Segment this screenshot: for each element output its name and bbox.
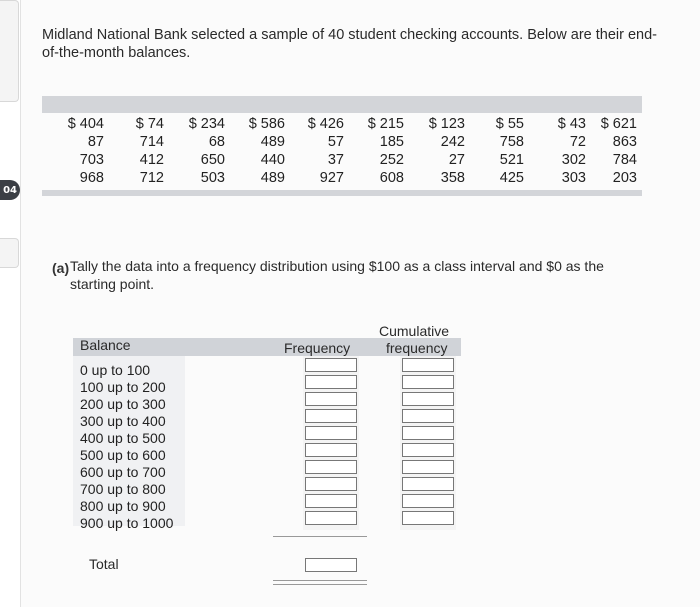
left-margin-tab-bottom (0, 238, 19, 268)
balance-value: 784 (612, 152, 637, 168)
total-label: Total (89, 556, 119, 572)
balance-value: $ 55 (495, 116, 524, 132)
balances-column (68, 115, 104, 187)
balance-value: 242 (440, 134, 465, 150)
frequency-input[interactable] (305, 392, 357, 406)
balance-value: 358 (440, 170, 465, 186)
balance-value: $ 43 (557, 116, 586, 132)
balance-value: 863 (612, 134, 637, 150)
cumulative-frequency-input[interactable] (402, 375, 454, 389)
balance-value: $ 404 (67, 116, 104, 132)
double-rule-bottom (273, 584, 367, 585)
balance-value: 650 (200, 152, 225, 168)
double-rule-top (273, 580, 367, 581)
frequency-input[interactable] (305, 375, 357, 389)
class-interval-label: 600 up to 700 (80, 464, 166, 480)
balance-value: $ 74 (135, 116, 164, 132)
class-interval-label: 900 up to 1000 (80, 515, 174, 531)
data-table-bottom-bar (42, 190, 642, 196)
balance-value: 412 (139, 152, 164, 168)
cumulative-header-line1: Cumulative (379, 323, 450, 339)
balance-value: 37 (327, 152, 344, 168)
balance-value: 87 (87, 134, 104, 150)
balance-value: 203 (612, 170, 637, 186)
balance-value: $ 215 (367, 116, 404, 132)
frequency-header: Frequency (284, 340, 351, 356)
frequency-input[interactable] (305, 477, 357, 491)
balance-value: 968 (79, 170, 104, 186)
left-margin-tab-top (0, 0, 19, 102)
balance-value: 252 (379, 152, 404, 168)
class-interval-label: 100 up to 200 (80, 379, 166, 395)
balance-value: 714 (139, 134, 164, 150)
balances-data-table (42, 96, 642, 200)
frequency-input[interactable] (305, 460, 357, 474)
class-interval-label: 500 up to 600 (80, 447, 166, 463)
balances-column (558, 115, 586, 187)
balances-column (189, 115, 225, 187)
cumulative-frequency-input[interactable] (402, 392, 454, 406)
cumulative-frequency-input[interactable] (402, 511, 454, 525)
balance-value: 27 (448, 152, 465, 168)
balance-value: 72 (569, 134, 586, 150)
total-frequency-input[interactable] (305, 558, 357, 572)
balances-column (496, 115, 524, 187)
cumulative-frequency-input[interactable] (402, 494, 454, 508)
part-a-instructions: Tally the data into a frequency distribution using $100 as a class interval and $0 as the starting point. (70, 258, 604, 292)
balances-column (136, 115, 164, 187)
balances-column (368, 115, 404, 187)
balance-value: 521 (499, 152, 524, 168)
cumulative-frequency-input[interactable] (402, 426, 454, 440)
balance-value: $ 123 (428, 116, 465, 132)
cumulative-frequency-input[interactable] (402, 443, 454, 457)
frequency-sum-rule (273, 536, 367, 537)
part-a-label: (a) (52, 260, 70, 276)
balance-value: 68 (208, 134, 225, 150)
balance-value: $ 426 (307, 116, 344, 132)
balance-value: 440 (260, 152, 285, 168)
class-interval-label: 200 up to 300 (80, 396, 166, 412)
frequency-input[interactable] (305, 511, 357, 525)
balance-value: 185 (379, 134, 404, 150)
step-marker-badge: 04 (0, 180, 20, 200)
balance-value: 425 (499, 170, 524, 186)
cumulative-header-line2: frequency (386, 340, 448, 356)
class-interval-label: 0 up to 100 (80, 362, 151, 378)
cumulative-frequency-input[interactable] (402, 409, 454, 423)
balance-value: 57 (327, 134, 344, 150)
balance-value: $ 234 (188, 116, 225, 132)
class-interval-label: 700 up to 800 (80, 481, 166, 497)
frequency-input[interactable] (305, 426, 357, 440)
balance-value: 503 (200, 170, 225, 186)
balance-value: 489 (260, 134, 285, 150)
data-table-top-bar (42, 96, 642, 113)
balance-value: 302 (561, 152, 586, 168)
balance-value: 489 (260, 170, 285, 186)
cumulative-frequency-input[interactable] (402, 358, 454, 372)
frequency-input[interactable] (305, 409, 357, 423)
balance-value: 608 (379, 170, 404, 186)
balance-value: $ 621 (600, 116, 637, 132)
balances-column (429, 115, 465, 187)
cumulative-frequency-input[interactable] (402, 460, 454, 474)
balance-value: 758 (499, 134, 524, 150)
balance-header: Balance (80, 337, 131, 353)
class-interval-label: 400 up to 500 (80, 430, 166, 446)
balances-column (249, 115, 285, 187)
frequency-input[interactable] (305, 443, 357, 457)
cumulative-frequency-input[interactable] (402, 477, 454, 491)
balance-value: 927 (319, 170, 344, 186)
frequency-input[interactable] (305, 494, 357, 508)
balance-value: 703 (79, 152, 104, 168)
balances-column (601, 115, 637, 187)
balance-value: 303 (561, 170, 586, 186)
balances-column (308, 115, 344, 187)
balance-value: $ 586 (248, 116, 285, 132)
class-interval-label: 800 up to 900 (80, 498, 166, 514)
question-intro: Midland National Bank selected a sample of 40 student checking accounts. Below are their end-of-the-month balances. (42, 27, 657, 61)
class-interval-label: 300 up to 400 (80, 413, 166, 429)
frequency-input[interactable] (305, 358, 357, 372)
class-interval-list (80, 362, 173, 532)
balance-value: 712 (139, 170, 164, 186)
